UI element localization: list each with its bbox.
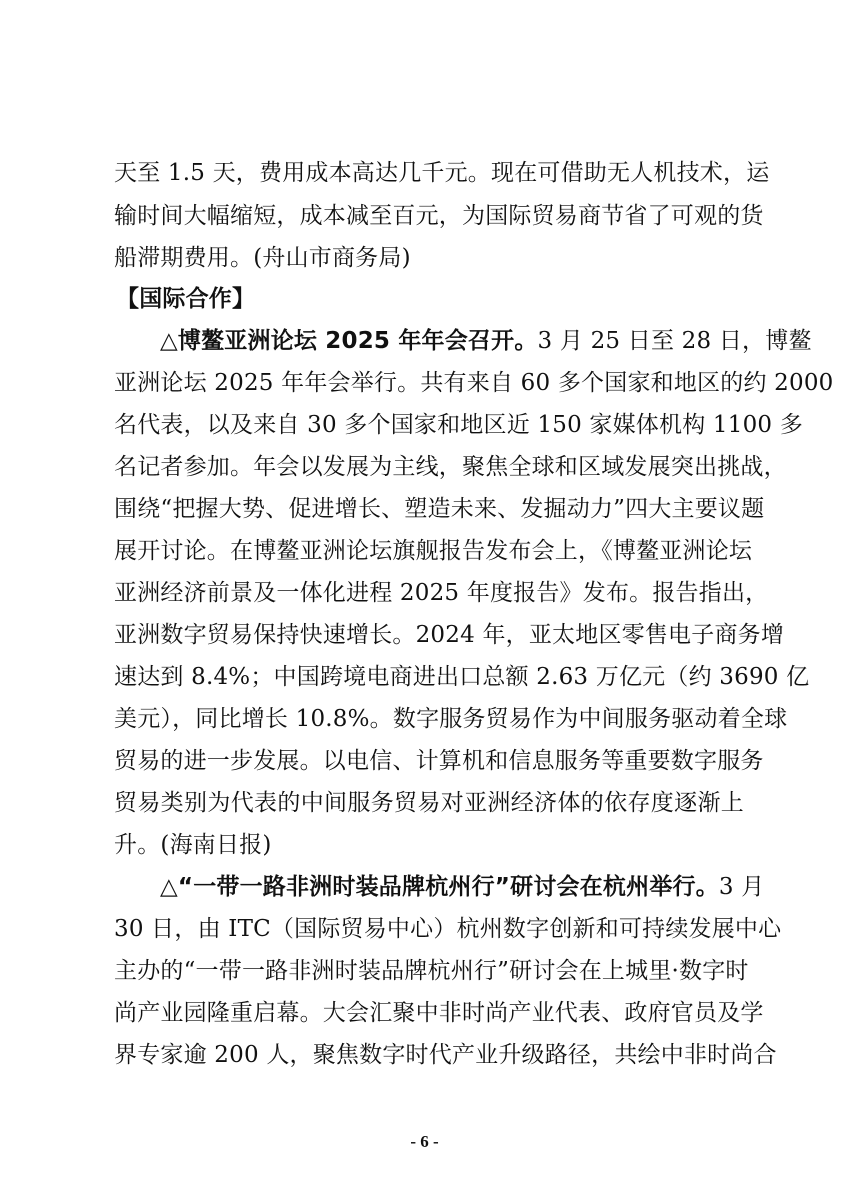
paragraph-line: 主办的“一带一路非洲时装品牌杭州行”研讨会在上城里·数字时 xyxy=(114,958,749,984)
item-first-line xyxy=(160,321,812,361)
item-title: △“一带一路非洲时装品牌杭州行”研讨会在杭州举行。 xyxy=(160,874,719,900)
paragraph-line: 展开讨论。在博鳌亚洲论坛旗舰报告发布会上，《博鳌亚洲论坛 xyxy=(114,538,753,564)
paragraph-line: 30 日，由 ITC（国际贸易中心）杭州数字创新和可持续发展中心 xyxy=(114,916,782,942)
paragraph-line: 名代表，以及来自 30 多个国家和地区近 150 家媒体机构 1100 多 xyxy=(114,412,803,438)
paragraph-line: 输时间大幅缩短，成本减至百元，为国际贸易商节省了可观的货 xyxy=(114,203,764,229)
paragraph-line: 名记者参加。年会以发展为主线，聚焦全球和区域发展突出挑战， xyxy=(114,454,787,480)
page-number: - 6 - xyxy=(410,1132,439,1151)
item-title: △博鳌亚洲论坛 2025 年年会召开。 xyxy=(160,328,538,354)
paragraph-line: 亚洲论坛 2025 年年会举行。共有来自 60 多个国家和地区的约 2000 xyxy=(114,370,834,396)
paragraph-line: 亚洲数字贸易保持快速增长。2024 年，亚太地区零售电子商务增 xyxy=(114,622,785,648)
paragraph-line: 贸易的进一步发展。以电信、计算机和信息服务等重要数字服务 xyxy=(114,748,764,774)
paragraph-line: 美元），同比增长 10.8%。数字服务贸易作为中间服务驱动着全球 xyxy=(114,706,788,732)
paragraph-line: 船滞期费用。(舟山市商务局) xyxy=(114,245,411,271)
item-lead-text: 3 月 xyxy=(718,874,765,900)
section-heading: 【国际合作】 xyxy=(116,286,256,312)
paragraph-line: 界专家逾 200 人，聚焦数字时代产业升级路径，共绘中非时尚合 xyxy=(114,1042,777,1068)
paragraph-line: 天至 1.5 天，费用成本高达几千元。现在可借助无人机技术，运 xyxy=(114,160,770,186)
paragraph-line: 贸易类别为代表的中间服务贸易对亚洲经济体的依存度逐渐上 xyxy=(114,790,744,816)
paragraph-line: 尚产业园隆重启幕。大会汇聚中非时尚产业代表、政府官员及学 xyxy=(114,1000,764,1026)
paragraph-line: 亚洲经济前景及一体化进程 2025 年度报告》发布。报告指出， xyxy=(114,580,769,606)
item-lead-text: 3 月 25 日至 28 日，博鳌 xyxy=(537,328,812,354)
item-first-line xyxy=(160,867,765,907)
paragraph-line: 围绕“把握大势、促进增长、塑造未来、发掘动力”四大主要议题 xyxy=(114,496,765,522)
paragraph-line: 速达到 8.4%；中国跨境电商进出口总额 2.63 万亿元（约 3690 亿 xyxy=(114,664,810,690)
paragraph-line: 升。(海南日报) xyxy=(114,832,272,858)
